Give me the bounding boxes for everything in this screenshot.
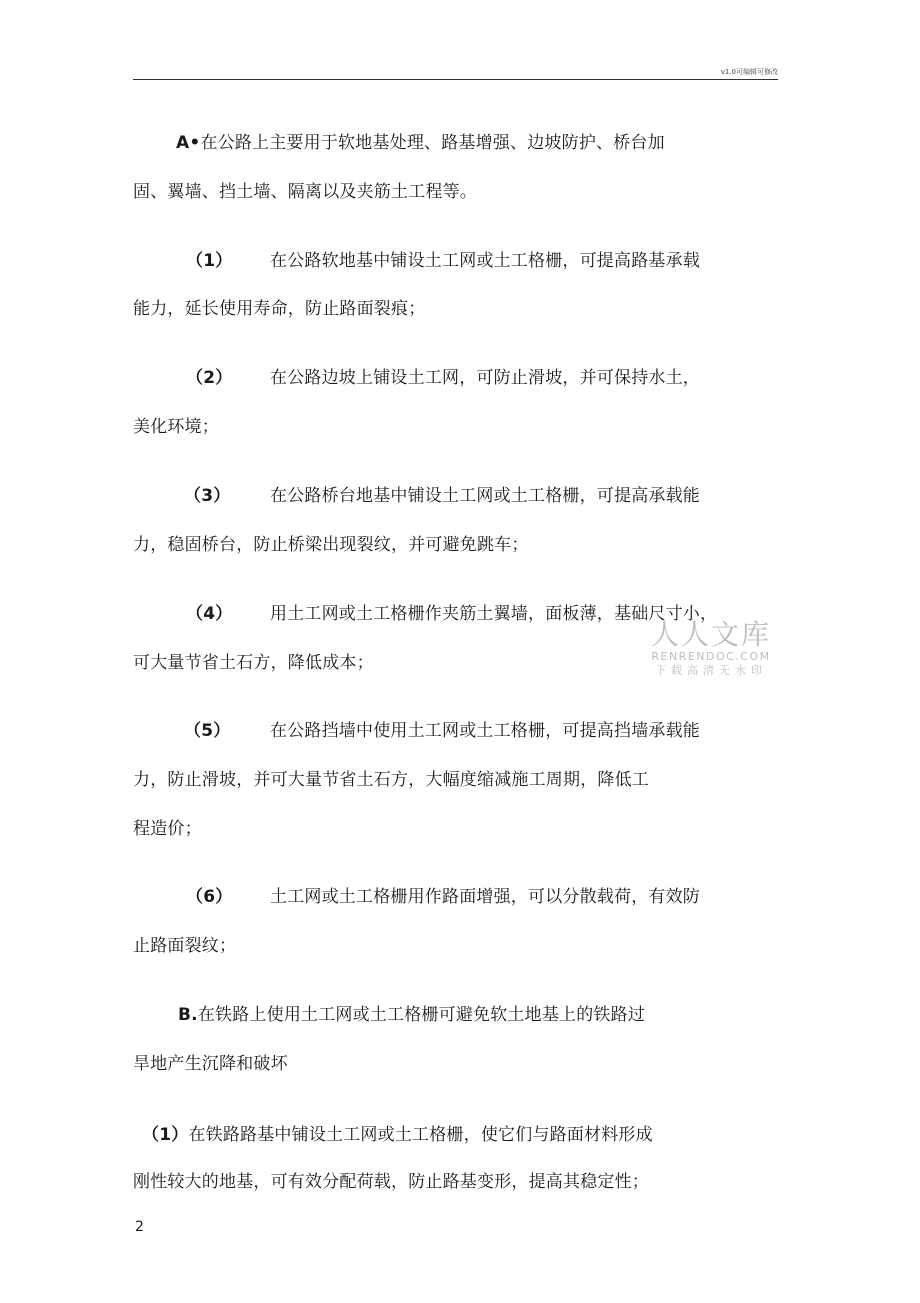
item-3-number: （3） bbox=[184, 486, 231, 506]
section-a-label: A• bbox=[176, 133, 201, 153]
item-2-line-2: 美化环境； bbox=[133, 417, 219, 437]
item-b1-line-1 bbox=[142, 1124, 653, 1146]
item-4-line-1: 用土工网或土工格栅作夹筋土翼墙，面板薄，基础尺寸小， bbox=[270, 604, 718, 624]
item-2-number: （2） bbox=[186, 368, 233, 388]
item-4-number: （4） bbox=[186, 604, 233, 624]
item-1-line-2: 能力，延长使用寿命，防止路面裂痕； bbox=[133, 299, 426, 319]
watermark bbox=[646, 620, 776, 678]
header-line bbox=[133, 79, 778, 80]
item-3-line-2: 力，稳固桥台，防止桥梁出现裂纹，并可避免跳车； bbox=[133, 535, 529, 555]
item-b1-number: （1） bbox=[142, 1125, 189, 1145]
paragraph-b-line-1-text: 在铁路上使用土工网或土工格栅可避免软土地基上的铁路过 bbox=[197, 1005, 646, 1025]
section-b-label: B. bbox=[178, 1005, 198, 1025]
paragraph-a-line-2: 固、翼墙、挡土墙、隔离以及夹筋土工程等。 bbox=[133, 182, 477, 202]
item-5-number: （5） bbox=[184, 721, 231, 741]
item-b1-line-2: 刚性较大的地基，可有效分配荷载，防止路基变形，提高其稳定性； bbox=[133, 1172, 649, 1192]
item-6-line-1: 土工网或土工格栅用作路面增强，可以分散载荷，有效防 bbox=[270, 887, 700, 907]
item-6-line-2: 止路面裂纹； bbox=[133, 936, 237, 956]
item-4-line-2: 可大量节省土石方，降低成本； bbox=[133, 653, 374, 673]
paragraph-a-line-1-text: 在公路上主要用于软地基处理、路基增强、边坡防护、桥台加 bbox=[200, 133, 665, 153]
header-version: v1.0可编辑可修改 bbox=[720, 68, 778, 76]
watermark-title: 人人文库 bbox=[650, 618, 771, 651]
watermark-domain: RENRENDOC.COM bbox=[651, 650, 771, 663]
item-5-line-3: 程造价； bbox=[133, 819, 202, 839]
item-2-line-1: 在公路边坡上铺设土工网，可防止滑坡，并可保持水土， bbox=[270, 368, 700, 388]
page-number: 2 bbox=[135, 1219, 144, 1235]
paragraph-b-line-2: 旱地产生沉降和破坏 bbox=[133, 1054, 288, 1074]
item-1-line-1: 在公路软地基中铺设土工网或土工格栅，可提高路基承载 bbox=[270, 251, 700, 271]
item-6-number: （6） bbox=[186, 887, 233, 907]
paragraph-b-line-1 bbox=[178, 1004, 645, 1026]
item-1-number: （1） bbox=[186, 251, 233, 271]
item-5-line-2: 力，防止滑坡，并可大量节省土石方，大幅度缩减施工周期，降低工 bbox=[133, 770, 649, 790]
item-b1-line-1-text: 在铁路路基中铺设土工网或土工格栅，使它们与路面材料形成 bbox=[188, 1125, 653, 1145]
watermark-subtitle: 下载高清无水印 bbox=[655, 664, 767, 677]
paragraph-a-line-1 bbox=[176, 132, 665, 154]
item-3-line-1: 在公路桥台地基中铺设土工网或土工格栅，可提高承载能 bbox=[270, 486, 700, 506]
item-5-line-1: 在公路挡墙中使用土工网或土工格栅，可提高挡墙承载能 bbox=[270, 721, 700, 741]
